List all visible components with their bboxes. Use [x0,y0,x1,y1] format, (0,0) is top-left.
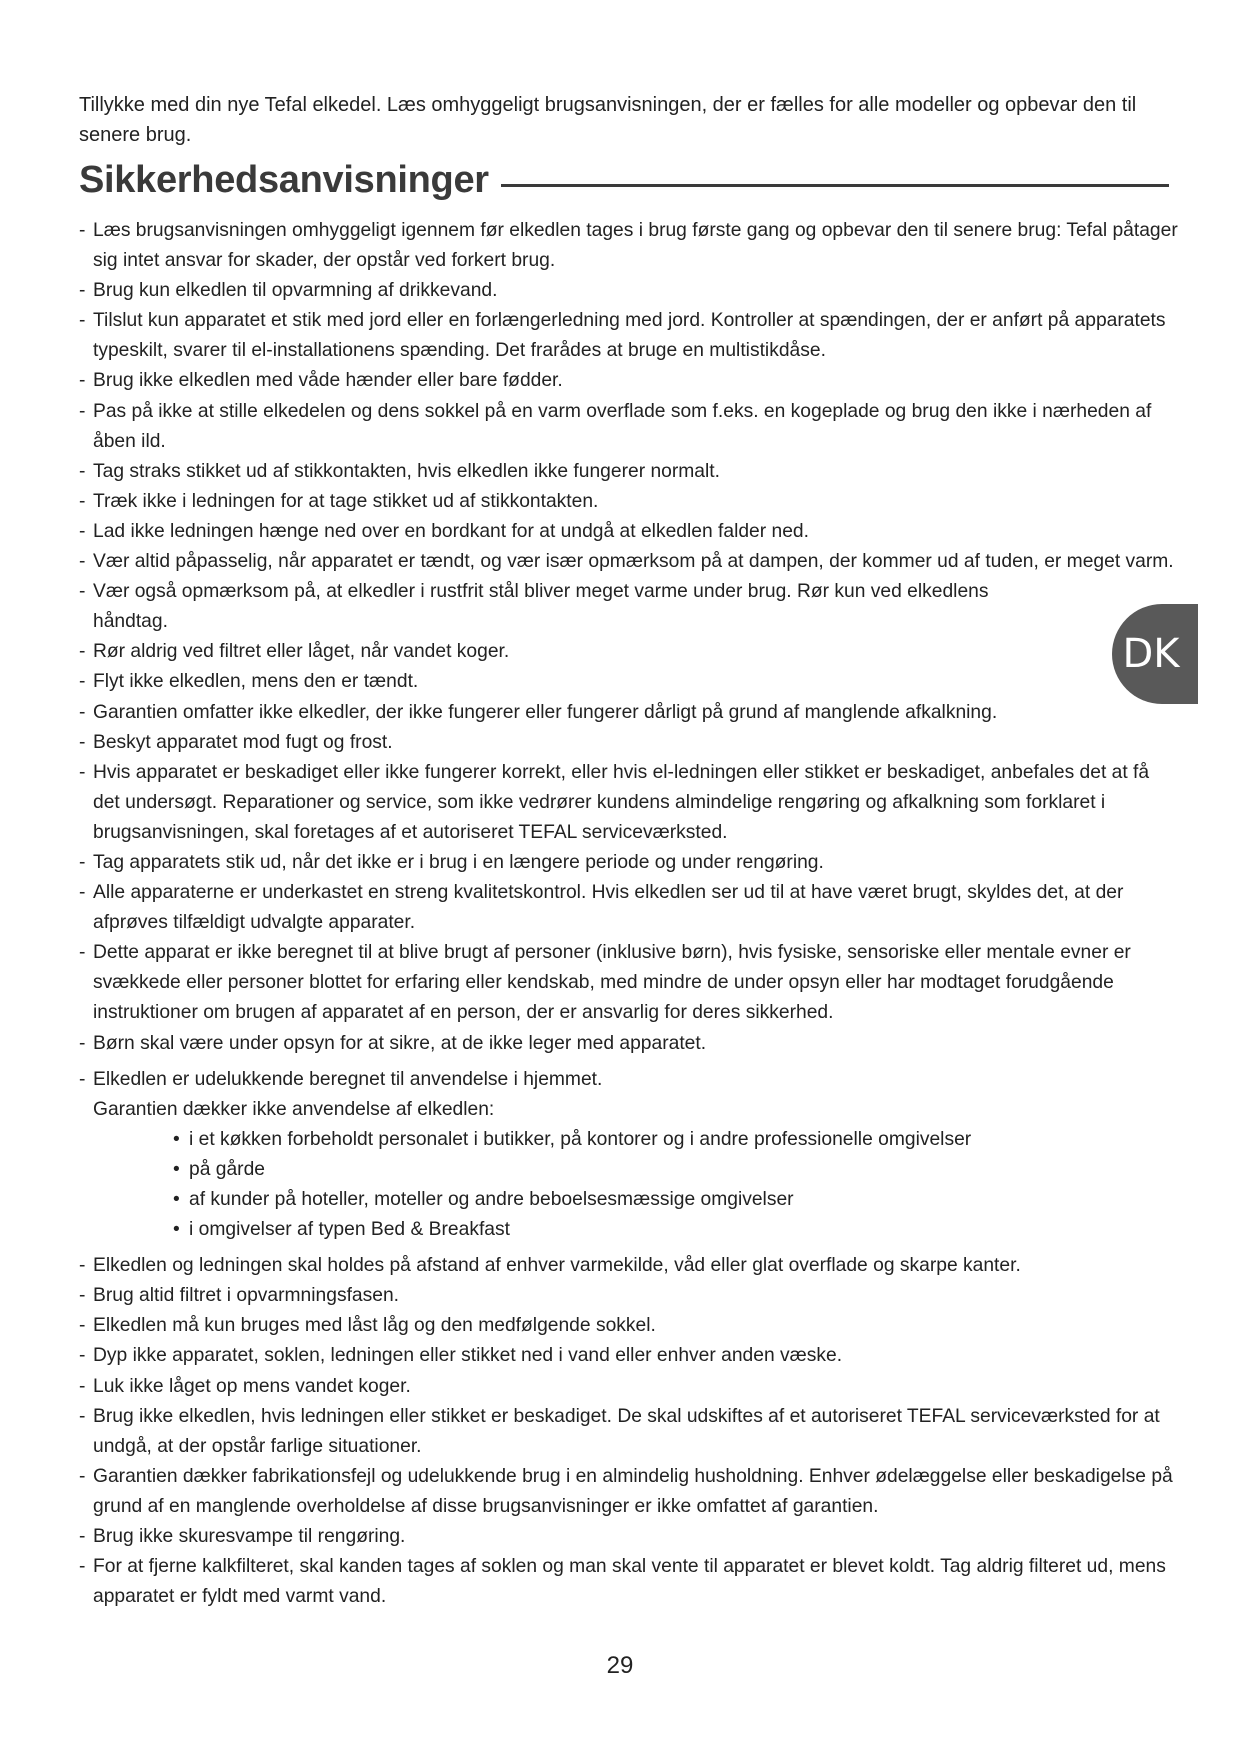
list-item: - Luk ikke låget op mens vandet koger. [79,1375,411,1397]
list-item: - Brug ikke elkedlen med våde hænder eller bare fødder. [79,370,563,392]
list-item: - Børn skal være under opsyn for at sikre, at de ikke leger med apparatet. [79,1032,707,1054]
language-tab-label: DK [1122,631,1180,677]
list-item: - Hvis apparatet er beskadiget eller ikke fungerer korrekt, eller hvis el-ledningen eller stikket er beskadiget, anbefales det at få det undersøgt. Reparationer og service, som ikke vedrører kundens almindelige rengøring og afkalkning som forklaret i brugsanvisningen, skal foretages af et autoriseret TEFAL serviceværksted. [79,761,1150,843]
list-item: - Garantien omfatter ikke elkedler, der ikke fungerer eller fungerer dårligt på grund af manglende afkalkning. [79,701,998,723]
list-item: - Tag straks stikket ud af stikkontakten, hvis elkedlen ikke fungerer normalt. [79,460,720,482]
page-title: Sikkerhedsanvisninger [79,158,489,201]
list-item: - Brug altid filtret i opvarmningsfasen. [79,1285,400,1307]
list-item: - Lad ikke ledningen hænge ned over en bordkant for at undgå at elkedlen falder ned. [79,520,809,542]
list-item: - Brug ikke skuresvampe til rengøring. [79,1526,406,1548]
page-number: 29 [606,1652,634,1679]
sublist-item: • i et køkken forbeholdt personalet i butikker, på kontorer og i andre professionelle omgivelser [173,1128,972,1150]
sublist-item: • på gårde [173,1158,265,1180]
list-item: - Beskyt apparatet mod fugt og frost. [79,731,393,753]
list-item: - Flyt ikke elkedlen, mens den er tændt. [79,671,419,693]
list-item: - Elkedlen er udelukkende beregnet til anvendelse i hjemmet. Garantien dækker ikke anvendelse af elkedlen: • i et køkken forbeholdt personalet i butikker, på kontorer og i andre professionelle omgivelser • på gårde • af kunder på hoteller, moteller og andre beboelsesmæssige omgivelser • i omgivelser af typen Bed & Breakfast [79,1065,1179,1246]
list-item: - Dette apparat er ikke beregnet til at blive brugt af personer (inklusive børn), hvis fysiske, sensoriske eller mentale evner er svækkede eller personer blottet for erfaring eller kendskab, med mindre de under opsyn eller har modtaget forudgående instruktioner om brugen af apparatet af en person, der er ansvarlig for deres sikkerhed. [79,942,1131,1024]
list-item: - Pas på ikke at stille elkedelen og dens sokkel på en varm overflade som f.eks. en kogeplade og brug den ikke i nærheden af åben ild. [79,400,1152,452]
list-item: - Vær altid påpasselig, når apparatet er tændt, og vær især opmærksom på at dampen, der kommer ud af tuden, er meget varm. [79,551,1174,573]
list-item: - Elkedlen må kun bruges med låst låg og den medfølgende sokkel. [79,1315,656,1337]
list-item: - Brug ikke elkedlen, hvis ledningen eller stikket er beskadiget. De skal udskiftes af et autoriseret TEFAL serviceværksted for at undgå, at der opstår farlige situationer. [79,1405,1160,1457]
list-item: - For at fjerne kalkfilteret, skal kanden tages af soklen og man skal vente til apparatet er blevet koldt. Tag aldrig filteret ud, mens apparatet er fyldt med varmt vand. [79,1556,1166,1608]
intro-text: Tillykke med din nye Tefal elkedel. Læs omhyggeligt brugsanvisningen, der er fælles for alle modeller og opbevar den til senere brug. [79,94,1137,146]
list-item: - Tilslut kun apparatet et stik med jord eller en forlængerledning med jord. Kontroller at spændingen, der er anført på apparatets typeskilt, svarer til el-installationens spænding. Det frarådes at bruge en multistikdåse. [79,310,1166,362]
safety-list [79,216,1179,1612]
list-item: - Alle apparaterne er underkastet en streng kvalitetskontrol. Hvis elkedlen ser ud til at have været brugt, skyldes det, at der afprøves tilfældigt udvalgte apparater. [79,882,1124,934]
list-item: - Vær også opmærksom på, at elkedler i rustfrit stål bliver meget varme under brug. Rør kun ved elkedlens håndtag. [79,581,989,633]
list-item: - Rør aldrig ved filtret eller låget, når vandet koger. [79,641,510,663]
list-item: - Læs brugsanvisningen omhyggeligt igennem før elkedlen tages i brug første gang og opbevar den til senere brug: Tefal påtager sig intet ansvar for skader, der opstår ved forkert brug. [79,220,1178,272]
list-item: - Tag apparatets stik ud, når det ikke er i brug i en længere periode og under rengøring. [79,851,824,873]
list-item: - Elkedlen og ledningen skal holdes på afstand af enhver varmekilde, våd eller glat overflade og skarpe kanter. [79,1255,1021,1277]
list-item: - Garantien dækker fabrikationsfejl og udelukkende brug i en almindelig husholdning. Enhver ødelæggelse eller beskadigelse på grund af en manglende overholdelse af disse brugsanvisninger er ikke omfattet af garantien. [79,1465,1173,1517]
heading-row [79,152,1169,208]
list-item: - Brug kun elkedlen til opvarmning af drikkevand. [79,280,498,302]
list-item-subtext: Garantien dækker ikke anvendelse af elkedlen: [93,1098,495,1120]
list-item: - Dyp ikke apparatet, soklen, ledningen eller stikket ned i vand eller enhver anden væske. [79,1345,843,1367]
sublist-item: • i omgivelser af typen Bed & Breakfast [173,1219,510,1241]
heading-rule [501,184,1169,187]
list-item: - Træk ikke i ledningen for at tage stikket ud af stikkontakten. [79,490,599,512]
sublist-item: • af kunder på hoteller, moteller og andre beboelsesmæssige omgivelser [173,1189,794,1210]
language-tab [1112,604,1198,704]
sublist [93,1125,1179,1245]
